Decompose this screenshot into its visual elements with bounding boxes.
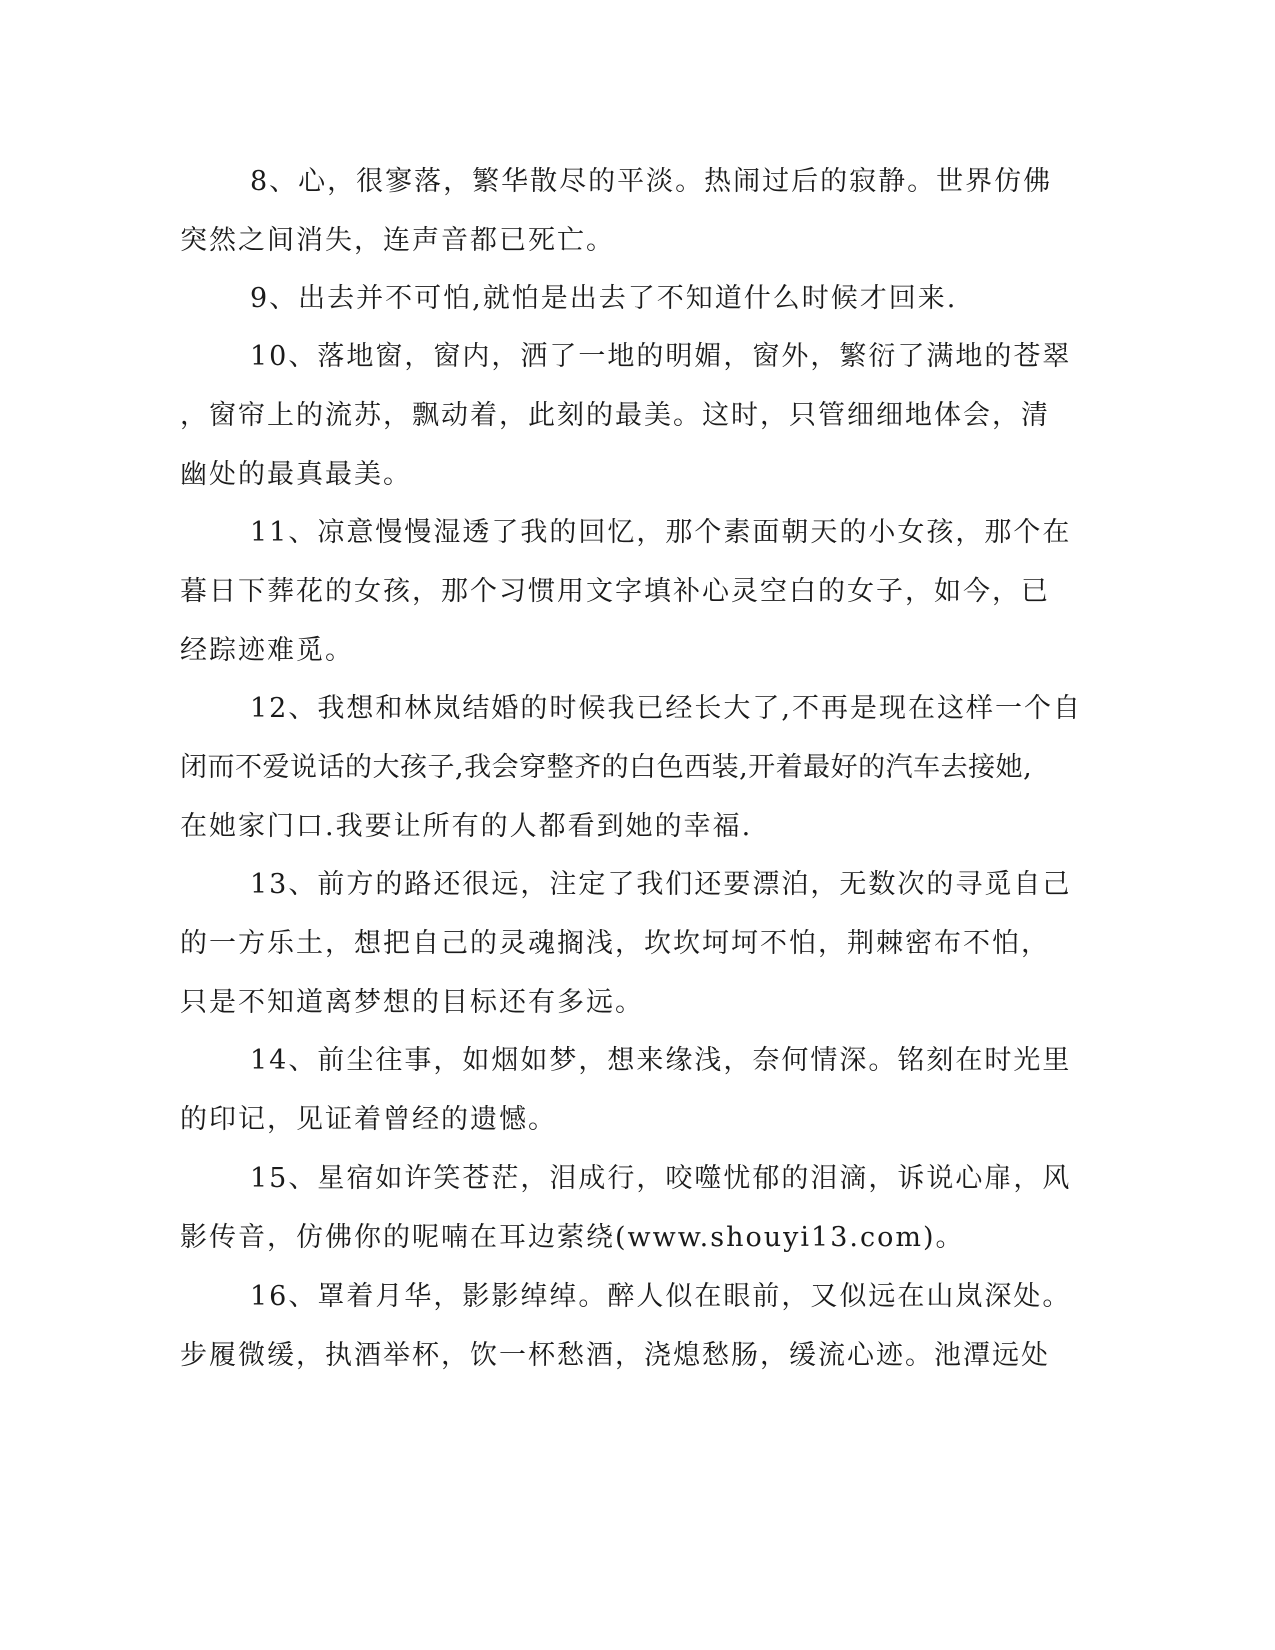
paragraph-13-line-3: 只是不知道离梦想的目标还有多远。	[180, 987, 644, 1018]
paragraph-8-line-2: 突然之间消失，连声音都已死亡。	[180, 225, 615, 256]
paragraph-14-line-2: 的印记，见证着曾经的遗憾。	[180, 1104, 557, 1135]
paragraph-9-line-1: 9、出去并不可怕,就怕是出去了不知道什么时候才回来.	[250, 283, 958, 314]
paragraph-14-line-1: 14、前尘往事，如烟如梦，想来缘浅，奈何情深。铭刻在时光里	[250, 1045, 1072, 1076]
paragraph-11-line-3: 经踪迹难觅。	[180, 635, 354, 666]
paragraph-16-line-1: 16、罩着月华，影影绰绰。醉人似在眼前，又似远在山岚深处。	[250, 1281, 1072, 1312]
paragraph-10-line-2: ，窗帘上的流苏，飘动着，此刻的最美。这时，只管细细地体会，清	[180, 400, 1050, 431]
paragraph-13-line-1: 13、前方的路还很远，注定了我们还要漂泊，无数次的寻觅自己	[250, 869, 1072, 900]
paragraph-11-line-1: 11、凉意慢慢湿透了我的回忆，那个素面朝天的小女孩，那个在	[250, 517, 1072, 548]
paragraph-13-line-2: 的一方乐土，想把自己的灵魂搁浅，坎坎坷坷不怕，荆棘密布不怕，	[180, 928, 1050, 959]
paragraph-15-line-2: 影传音，仿佛你的呢喃在耳边萦绕(www.shouyi13.com)。	[180, 1222, 965, 1253]
paragraph-12-line-1: 12、我想和林岚结婚的时候我已经长大了,不再是现在这样一个自	[250, 693, 1082, 724]
paragraph-12-line-3: 在她家门口.我要让所有的人都看到她的幸福.	[180, 811, 753, 842]
paragraph-11-line-2: 暮日下葬花的女孩，那个习惯用文字填补心灵空白的女子，如今，已	[180, 576, 1050, 607]
paragraph-10-line-1: 10、落地窗，窗内，洒了一地的明媚，窗外，繁衍了满地的苍翠	[250, 341, 1072, 372]
paragraph-10-line-3: 幽处的最真最美。	[180, 459, 412, 490]
paragraph-12-line-2: 闭而不爱说话的大孩子,我会穿整齐的白色西装,开着最好的汽车去接她,	[180, 752, 1033, 783]
paragraph-16-line-2: 步履微缓，执酒举杯，饮一杯愁酒，浇熄愁肠，缓流心迹。池潭远处	[180, 1340, 1050, 1371]
paragraph-8-line-1: 8、心，很寥落，繁华散尽的平淡。热闹过后的寂静。世界仿佛	[250, 166, 1053, 197]
paragraph-15-line-1: 15、星宿如许笑苍茫，泪成行，咬噬忧郁的泪滴，诉说心扉，风	[250, 1163, 1072, 1194]
